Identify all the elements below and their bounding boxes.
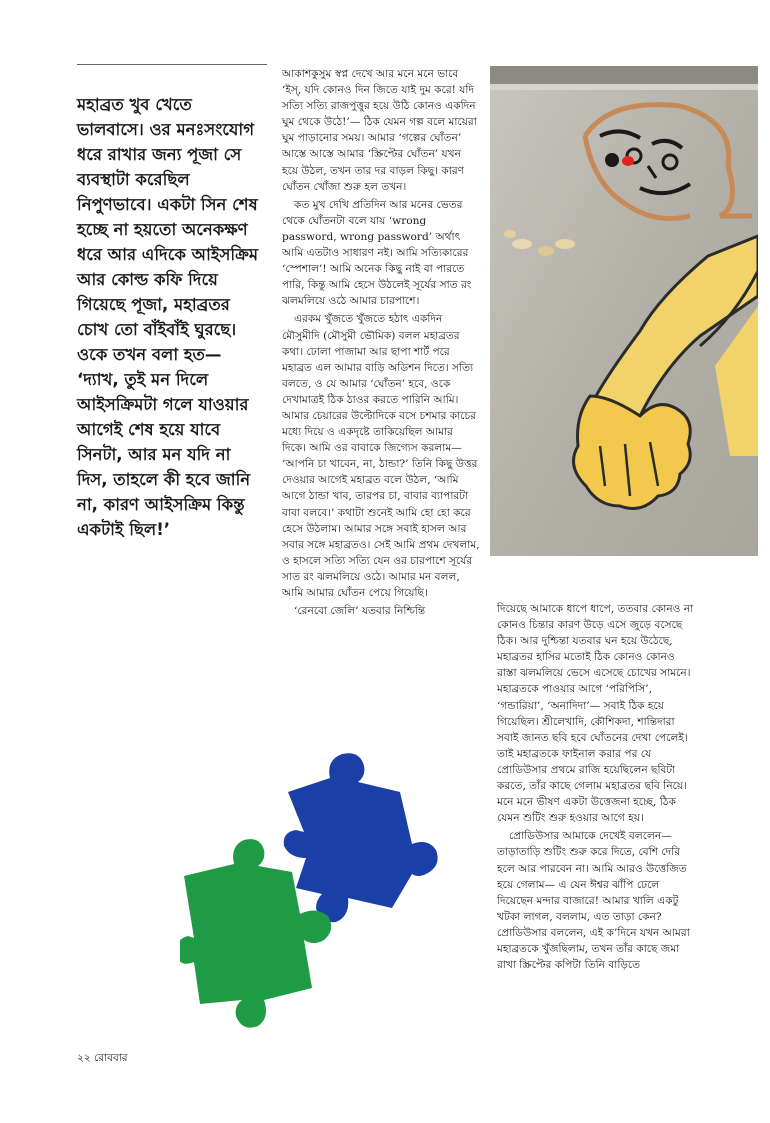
paragraph: প্রোডিউসার আমাকে দেখেই বললেন— তাড়াতাড়ি শুটিং শুরু করে দিতে, বেশি দেরি হলে আর পারবেন না। আমি আরও উত্তেজিত হয়ে গেলাম— এ যেন ঈশ্বর ঝাঁপি ঢেলে দিয়েছেন মন্দার বাজারে! আমার খালি একটু খটকা লাগল, বললাম, এত তাড়া কেন? প্রোডিউসার বললেন, এই ক’দিনে যখন আমরা মহাব্রতকে খুঁজছিলাম, তখন তাঁর কাছে জমা রাখা স্ক্রিপ্টের কপিটা তিনি বাড়িতে [497,830,690,972]
paragraph: এরকম খুঁজতে খুঁজতে হঠাৎ একদিন মৌসুমীদি (মৌসুমী ভৌমিক) বলল মহাব্রতর কথা। ঢোলা পাজামা আর ছাপা শার্ট পরে মহাব্রত এল আমার বাড়ি অডিশন দিতে। সত্যি বলতে, ও যে আমার ‘ঘোঁতন’ হবে, ওকে দেখামাত্রই ঠিক ঠাওর করতে পারিনি আমি। আমার চেয়ারের উল্টোদিকে বসে চশমার কাচের মধ্যে দিয়ে ও একদৃষ্টে তাকিয়েছিল আমার দিকে। আমি ওর বাবাকে জিগ্যেস করলাম— ‘আপনি চা খাবেন, না, ঠান্ডা?’ তিনি কিছু উত্তর দেওয়ার আগেই মহাব্রত বলে উঠল, ‘আমি আগে ঠান্ডা খাব, তারপর চা, বাবার ব্যাপারটা বাবা বলবে।’ কথাটা শুনেই আমি হো হো করে হেসে উঠলাম। আমার সঙ্গে সবাই হাসল আর সবার সঙ্গে মহাব্রতও। সেই আমি প্রথম দেখলাম, ও হাসলে সত্যি সত্যি যেন ওর চারপাশে সূর্যের সাত রং ঝলমলিয়ে ওঠে। আমার মন বলল, আমি আমার ঘোঁতন পেয়ে গিয়েছি। [282,313,480,599]
top-rule [77,64,267,65]
blue-puzzle-piece-icon [284,753,438,922]
article-column-2 [497,601,697,975]
puzzle-pieces-illustration [180,748,442,1042]
paragraph: দিয়েছে আমাকে ধাপে ধাপে, ততবার কোনও না কোনও চিন্তার কারণ উড়ে এসে জুড়ে বসেছে ঠিক। আর দুশ্চিন্তা যতবার ঘন হয়ে উঠেছে, মহাব্রতর হাসির মতোই ঠিক কোনও কোনও রাস্তা ঝলমলিয়ে ভেসে এসেছে চোখের সামনে। মহাব্রতকে পাওয়ার আগে ‘পরিপিসি’, ‘গন্ডারিয়া’, ‘অনাদিদা’— সবাই ঠিক হয়ে গিয়েছিল। শ্রীলেখাদি, কৌশিকদা, শান্তিদারা সবাই জানত ছবি হবে ঘোঁতনের দেখা পেলেই। তাই মহাব্রতকে ফাইনাল করার পর যে প্রোডিউসার প্রথমে রাজি হয়েছিলেন ছবিটা করতে, তাঁর কাছে গেলাম মহাব্রতর ছবি নিয়ে। মনে মনে ভীষণ একটা উত্তেজনা হচ্ছে, ঠিক যেমন শুটিং শুরু হওয়ার আগে হয়। [497,603,694,825]
paragraph: ‘রেনবো জেলি’ যতবার নিশ্চিন্তি [294,605,426,618]
paragraph: কত মুখ দেখি প্রতিদিন আর মনের ভেতর থেকে ঘোঁতনটা বলে যায় ‘wrong password, wrong password’ অর্থাৎ আমি এতটাও সাধারণ নই। আমি সত্যিকারের ‘স্পেশাল’! আমি অনেক কিছু নাই বা পারতে পারি, কিন্তু আমি হেসে উঠলেই সূর্যের সাত রং ঝলমলিয়ে ওঠে আমার চারপাশে। [282,198,472,308]
article-column-1 [282,66,480,621]
page-folio: ২২ রোববার [77,1052,128,1064]
pull-quote: মহাব্রত খুব খেতে ভালবাসে। ওর মনঃসংযোগ ধরে রাখার জন্য পূজা সে ব্যবস্থাটা করেছিল নিপুণভাবে। একটা সিন শেষ হচ্ছে না হয়তো অনেকক্ষণ ধরে আর এদিকে আইসক্রিম আর কোল্ড কফি দিয়ে গিয়েছে পূজা, মহাব্রতর চোখ তো বাঁইবাঁই ঘুরছে। ওকে তখন বলা হত— ‘দ্যাখ, তুই মন দিলে আইসক্রিমটা গলে যাওয়ার আগেই শেষ হয়ে যাবে সিনটা, আর মন যদি না দিস, তাহলে কী হবে জানি না, কারণ আইসক্রিম কিন্তু একটাই ছিল!’ [77,95,259,539]
paragraph: আকাশকুসুম স্বপ্ন দেখে আর মনে মনে ভাবে ‘ইস্‌, যদি কোনও দিন জিতে যাই দুম করে! যদি সত্যি সত্যি রাজপুত্তুর হয়ে উঠি কোনও একদিন ঘুম থেকে উঠে!’— ঠিক যেমন গল্প বলে মায়েরা ঘুম পাড়ানোর সময়। আমার ‘গল্পের ঘোঁতন’ আস্তে আস্তে আমার ‘স্ক্রিপ্টের ঘোঁতন’ যখন হয়ে উঠল, তখন তার দর বাড়ল কিছু। কারণ ঘোঁতন খোঁজা শুরু হল তখন। [282,68,477,193]
chalk-drawing-photo [490,66,758,556]
